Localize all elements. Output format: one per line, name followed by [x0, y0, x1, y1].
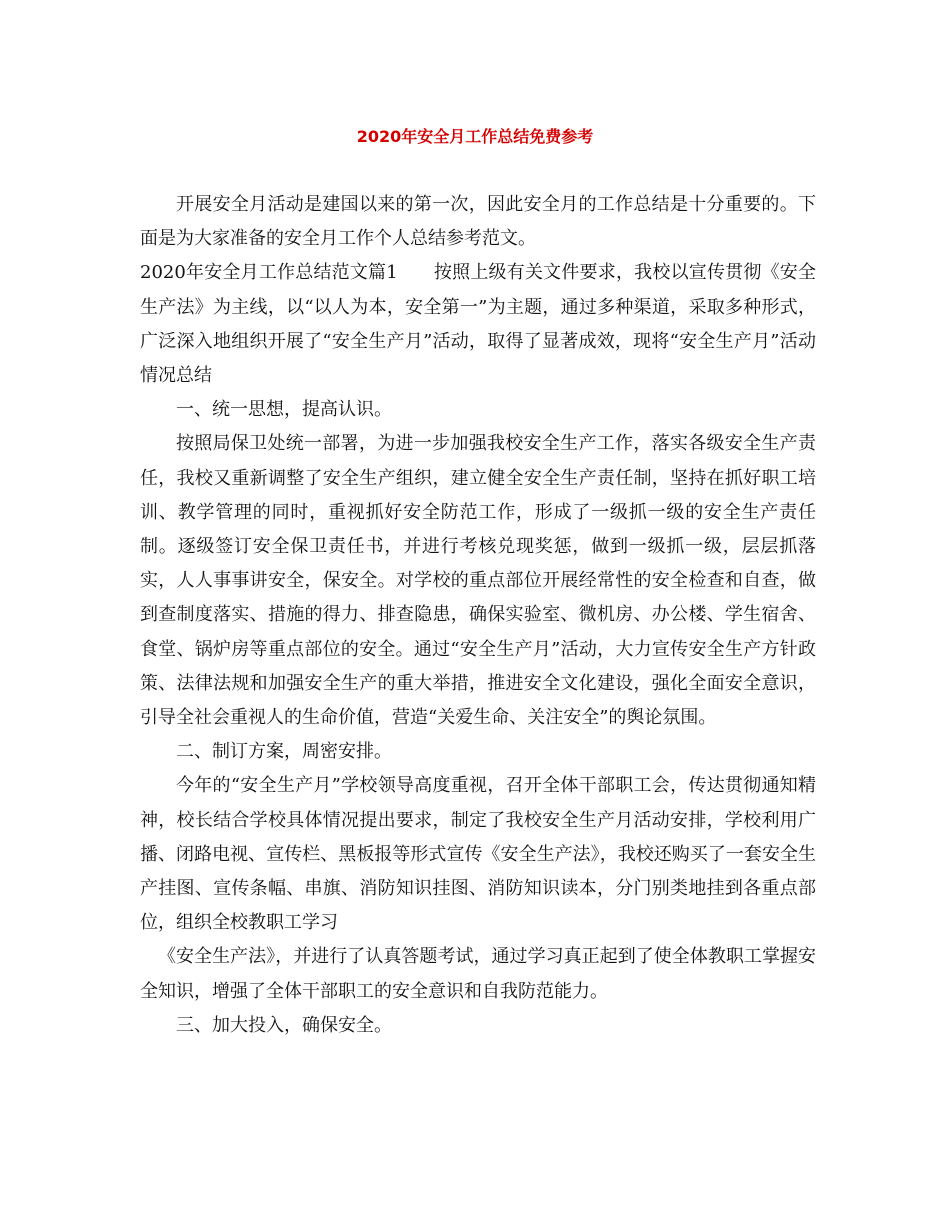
section1-body: 按照局保卫处统一部署，为进一步加强我校安全生产工作，落实各级安全生产责任，我校又重新调整了安全生产组织，建立健全安全生产责任制，坚持在抓好职工培训、教学管理的同时，重视抓好安全防范工作，形成了一级抓一级的安全生产责任制。逐级签订安全保卫责任书，并进行考核兑现奖惩，做到一级抓一级，层层抓落实，人人事事讲安全，保安全。对学校的重点部位开展经常性的安全检查和自查，做到查制度落实、措施的得力、排查隐患，确保实验室、微机房、办公楼、学生宿舍、食堂、锅炉房等重点部位的安全。通过“安全生产月”活动，大力宣传安全生产方针政策、法律法规和加强安全生产的重大举措，推进安全文化建设，强化全面安全意识，引导全社会重视人的生命价值，营造“关爱生命、关注安全”的舆论氛围。	[140, 433, 816, 729]
article-heading: 2020年安全月工作总结范文篇1	[140, 262, 398, 284]
section2-heading: 二、制订方案，周密安排。	[176, 741, 392, 763]
article-paragraph	[140, 256, 816, 393]
section3-heading: 三、加大投入，确保安全。	[176, 1014, 392, 1036]
document-body	[140, 188, 816, 1043]
section2-continue: 《安全生产法》，并进行了认真答题考试，通过学习真正起到了使全体教职工掌握安全知识，增强了全体干部职工的安全意识和自我防范能力。	[140, 946, 816, 1002]
article-lead: 按照上级有关文件要求，我校以宣传贯彻《安全生产法》为主线，以“以人为本，安全第一”为主题，通过多种渠道，采取多种形式，广泛深入地组织开展了“安全生产月”活动，取得了显著成效，现将“安全生产月”活动情况总结	[140, 262, 817, 387]
section2-body: 今年的“安全生产月”学校领导高度重视，召开全体干部职工会，传达贯彻通知精神，校长结合学校具体情况提出要求，制定了我校安全生产月活动安排，学校利用广播、闭路电视、宣传栏、黑板报等形式宣传《安全生产法》，我校还购买了一套安全生产挂图、宣传条幅、串旗、消防知识挂图、消防知识读本，分门别类地挂到各重点部位，组织全校教职工学习	[140, 775, 816, 934]
document-title: 2020年安全月工作总结免费参考	[356, 127, 594, 146]
section1-heading: 一、统一思想，提高认识。	[176, 399, 392, 421]
intro-paragraph: 开展安全月活动是建国以来的第一次，因此安全月的工作总结是十分重要的。下面是为大家准备的安全月工作个人总结参考范文。	[140, 194, 816, 250]
